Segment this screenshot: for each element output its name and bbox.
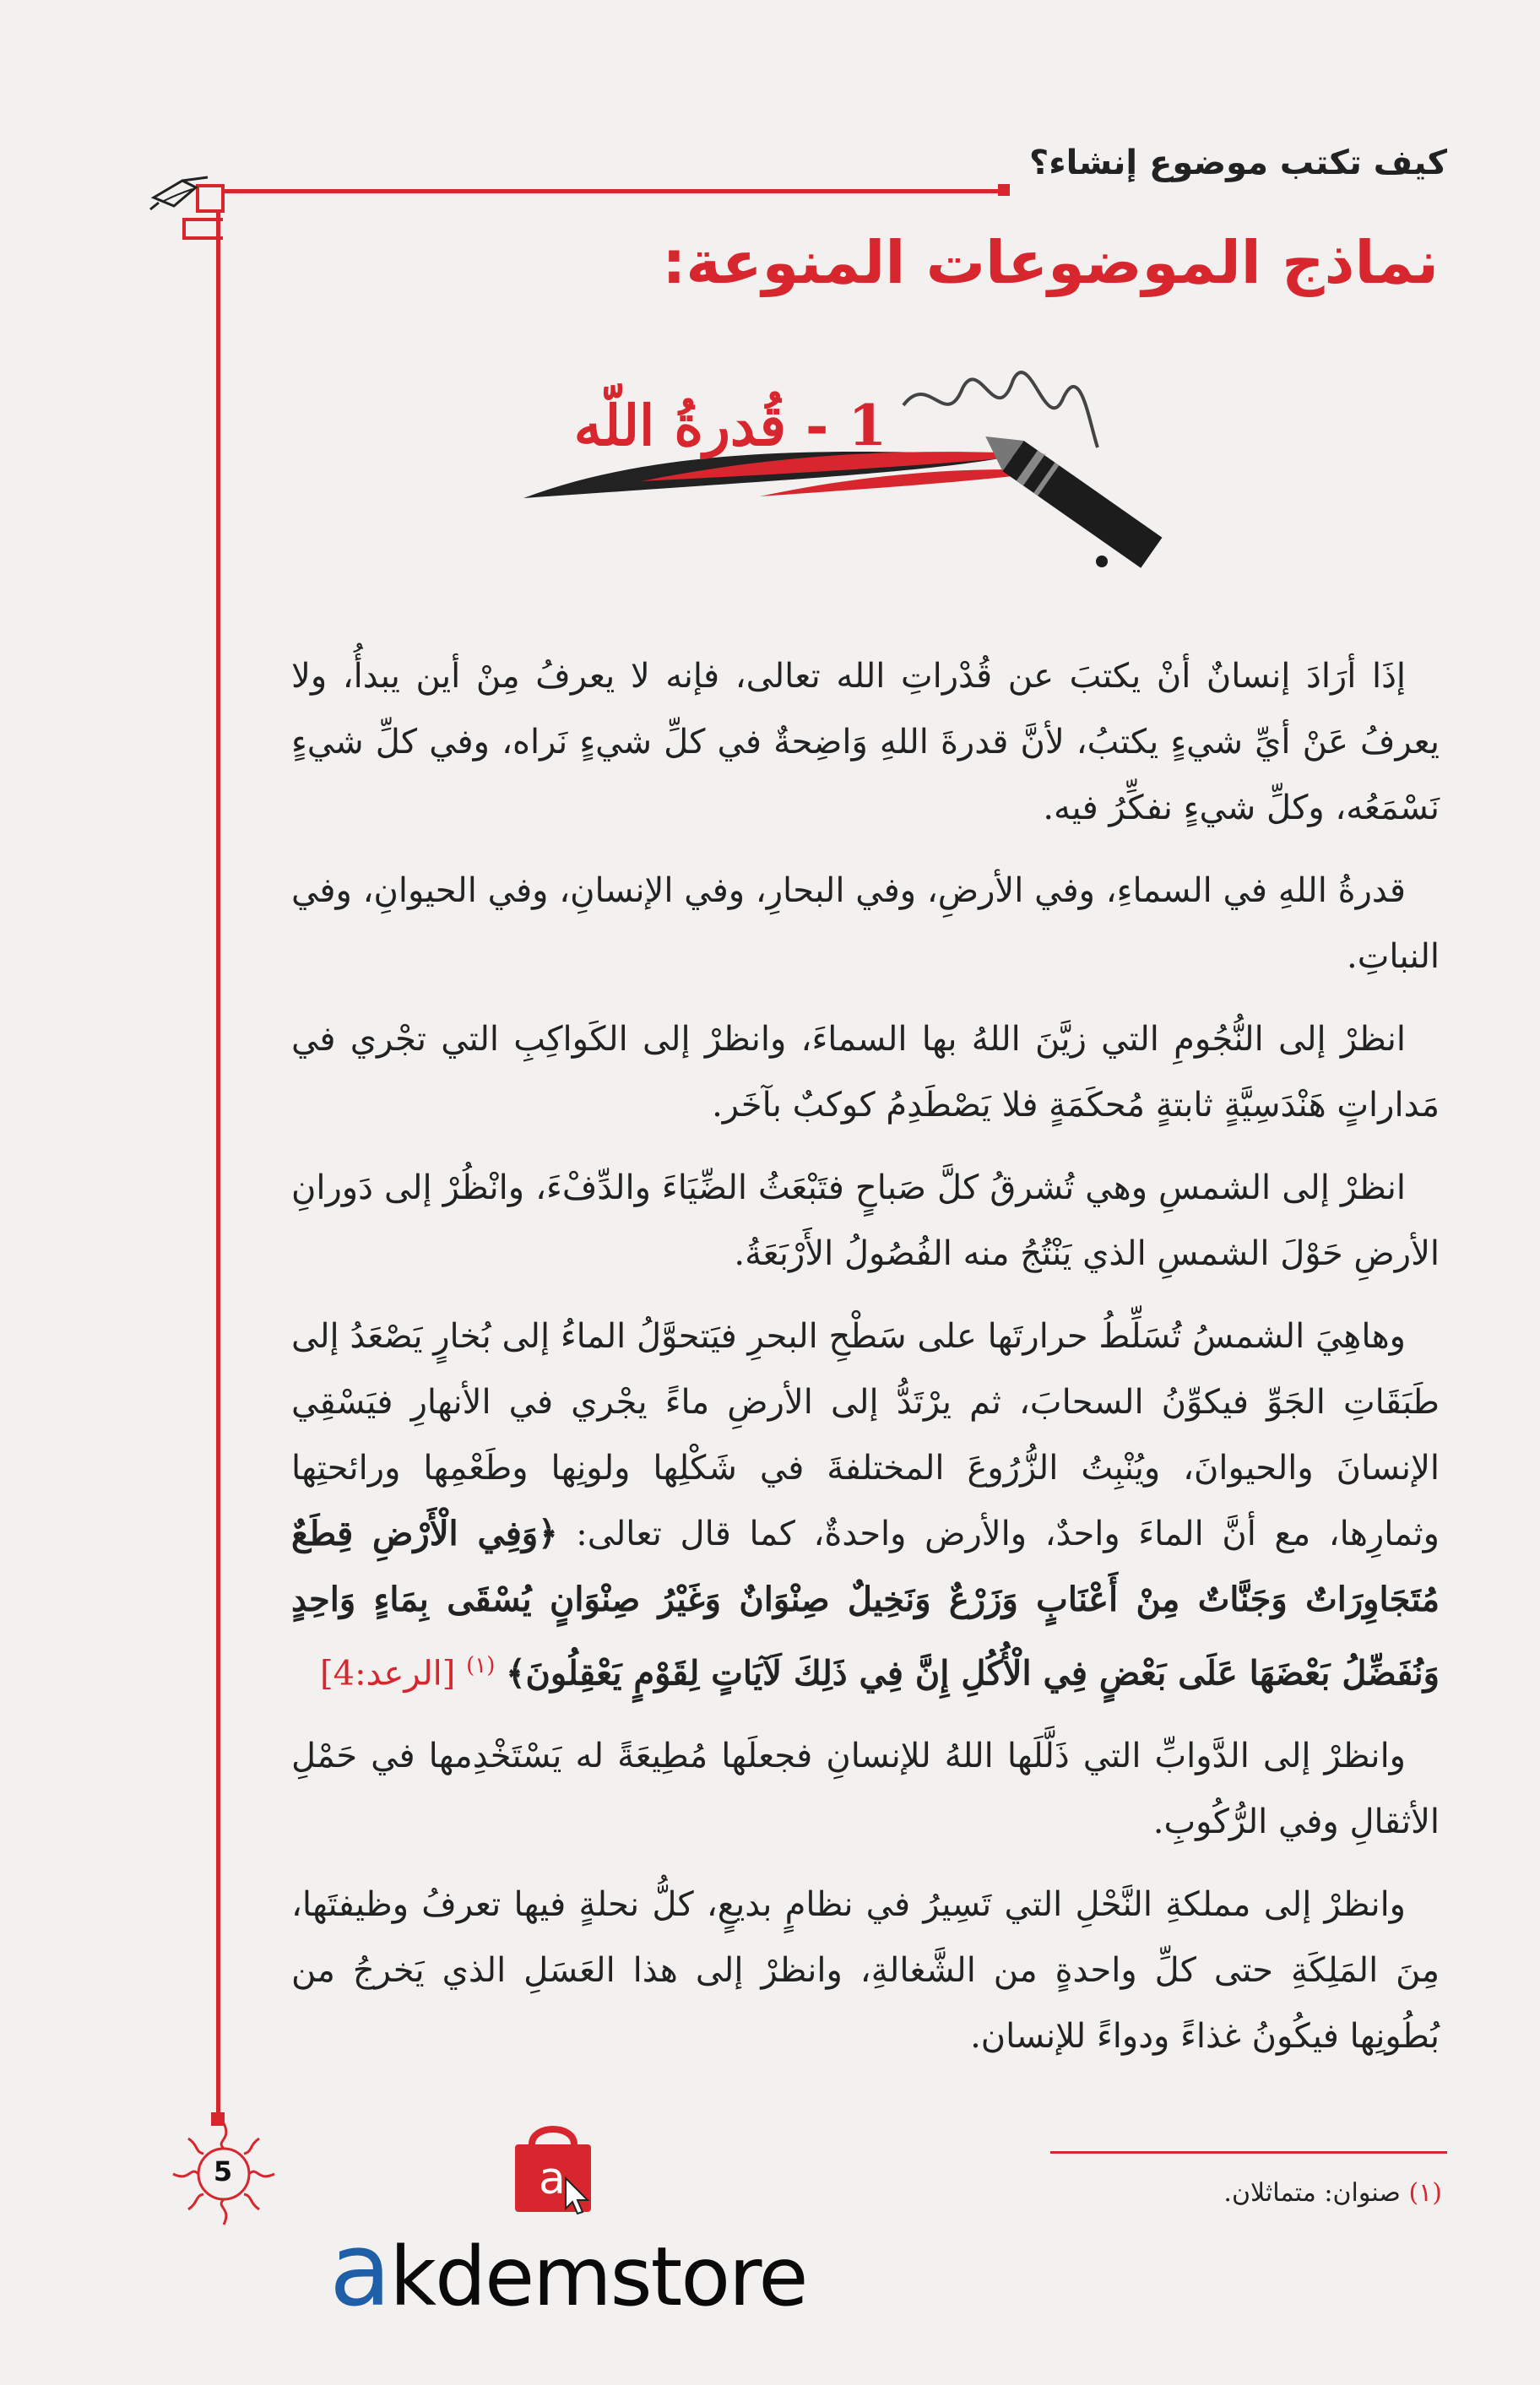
paragraph: إذَا أرَادَ إنسانٌ أنْ يكتبَ عن قُدْراتِ الله تعالى، فإنه لا يعرفُ مِنْ أين يبدأُ، ولا يعرفُ عَنْ أيِّ شيءٍ يكتبُ، لأنَّ قدرةَ اللهِ وَاضِحةٌ في كلِّ شيءٍ نَراه، وفي كلِّ شيءٍ نَسْمَعُه، وكلِّ شيءٍ نفكِّرُ فيه. bbox=[291, 657, 1440, 827]
paragraph: قدرةُ اللهِ في السماءِ، وفي الأرضِ، وفي البحارِ، وفي الإنسانِ، وفي الحيوانِ، وفي النباتِ. bbox=[291, 871, 1440, 976]
section-title: نماذج الموضوعات المنوعة: bbox=[662, 228, 1439, 297]
paragraph: وانظرْ إلى الدَّوابِّ التي ذَلَّلَها اللهُ للإنسانِ فجعلَها مُطِيعَةً له يَسْتَخْدِمها في حَمْلِ الأثقالِ وفي الرُّكُوبِ. bbox=[291, 1737, 1440, 1842]
paragraph-text: وهاهِيَ الشمسُ تُسَلِّطُ حرارتَها على سَطْحِ البحرِ فيَتحوَّلُ الماءُ إلى بُخارٍ يَصْعَدُ إلى طَبَقَاتِ الجَوِّ فيكوِّنُ السحابَ، ثم يرْتَدُّ إلى الأرضِ ماءً يجْري في الأنهارِ فيَسْقِي الإنسانَ والحيوانَ، ويُنْبِتُ الزُّرُوعَ المختلفةَ في شَكْلِها ولونِها وطَعْمِها ورائحتِها وثمارِها، مع أنَّ الماءَ واحدٌ، والأرض واحدةٌ، كما قال تعالى: bbox=[291, 1317, 1440, 1553]
body-text bbox=[291, 643, 1440, 2086]
ayah-reference: [الرعد:4] bbox=[320, 1654, 456, 1694]
watermark-logo-text bbox=[329, 2212, 806, 2329]
paragraph: وانظرْ إلى مملكةِ النَّحْلِ التي تَسِيرُ في نظامٍ بديعٍ، كلُّ نحلةٍ فيها تعرفُ وظيفتَها، مِنَ المَلِكَةِ حتى كلِّ واحدةٍ من الشَّغالةِ، وانظرْ إلى هذا العَسَلِ الذي يَخرجُ من بُطُونِها فيكُونُ غذاءً ودواءً للإنسان. bbox=[291, 1885, 1440, 2057]
quran-verse: ﴿وَفِي الْأَرْضِ قِطَعٌ مُتَجَاوِرَاتٌ وَجَنَّاتٌ مِنْ أَعْنَابٍ وَزَرْعٌ وَنَخِيلٌ صِنْوَانٌ وَغَيْرُ صِنْوَانٍ يُسْقَى بِمَاءٍ وَاحِدٍ وَنُفَضِّلُ بَعْضَهَا عَلَى بَعْضٍ فِي الْأُكُلِ إِنَّ فِي ذَلِكَ لَآيَاتٍ لِقَوْمٍ يَعْقِلُونَ﴾ bbox=[291, 1514, 1440, 1694]
watermark-logo-word: kdemstore bbox=[389, 2230, 807, 2324]
page-frame-corner-bracket bbox=[182, 218, 223, 240]
footnote bbox=[1223, 2178, 1442, 2208]
footnote-text: صنوان: متماثلان. bbox=[1223, 2178, 1401, 2208]
page-frame-left-line bbox=[216, 189, 220, 2122]
paragraph: انظرْ إلى النُّجُومِ التي زيَّنَ اللهُ بها السماءَ، وانظرْ إلى الكَواكِبِ التي تجْري في مَداراتٍ هَنْدَسِيَّةٍ ثابتةٍ مُحكَمَةٍ فلا يَصْطَدِمُ كوكبٌ بآخَر. bbox=[291, 1020, 1440, 1125]
svg-text:a: a bbox=[539, 2154, 566, 2204]
running-header-title: كيف تكتب موضوع إنشاء؟ bbox=[1029, 144, 1447, 182]
page-frame-top-end-square bbox=[998, 184, 1010, 196]
footnote-divider bbox=[1050, 2151, 1447, 2154]
page-number: 5 bbox=[213, 2155, 233, 2187]
footnote-marker[interactable]: (١) bbox=[466, 1653, 496, 1678]
footnote-number: (١) bbox=[1408, 2178, 1442, 2208]
pen-stroke-banner-illustration bbox=[507, 355, 1207, 574]
paragraph: انظرْ إلى الشمسِ وهي تُشرقُ كلَّ صَباحٍ فتَبْعَثُ الضِّيَاءَ والدِّفْءَ، وانْظُرْ إلى دَورانِ الأرضِ حَوْلَ الشمسِ الذي يَنْتُجُ منه الفُصُولُ الأَرْبَعَةُ. bbox=[291, 1168, 1440, 1273]
page-frame-top-line bbox=[216, 189, 1003, 193]
quill-icon bbox=[149, 169, 216, 220]
lesson-title: 1 - قُدرةُ اللّه bbox=[573, 393, 887, 458]
watermark-logo-letter: a bbox=[329, 2212, 390, 2329]
paragraph-with-verse bbox=[291, 1304, 1440, 1706]
